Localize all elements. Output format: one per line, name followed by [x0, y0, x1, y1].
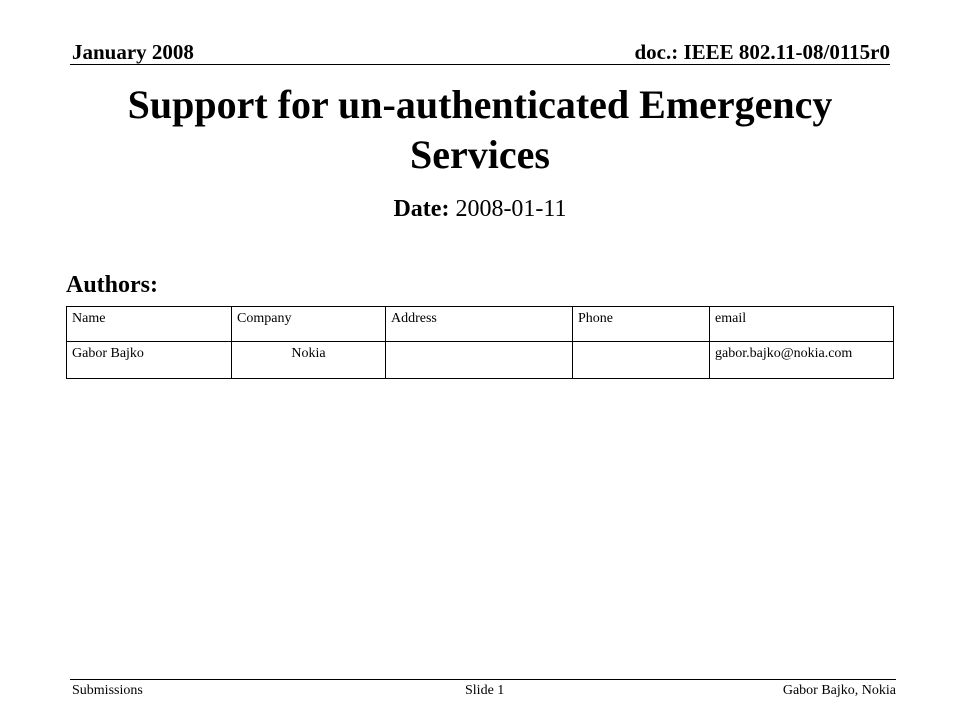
author-address-cell	[386, 342, 573, 379]
date-label: Date:	[393, 196, 450, 222]
header-divider	[70, 64, 890, 65]
footer-author: Gabor Bajko, Nokia	[782, 683, 896, 698]
column-header-name: Name	[67, 307, 232, 342]
author-company-cell: Nokia	[232, 342, 386, 379]
header-date: January 2008	[72, 40, 194, 64]
footer-submissions: Submissions	[72, 683, 143, 698]
table-header-row	[67, 307, 894, 342]
author-name-cell: Gabor Bajko	[67, 342, 232, 379]
column-header-email: email	[710, 307, 894, 342]
authors-label: Authors:	[66, 272, 159, 298]
author-email-cell: gabor.bajko@nokia.com	[710, 342, 894, 379]
header-doc-id: doc.: IEEE 802.11-08/0115r0	[634, 40, 890, 64]
authors-table	[66, 306, 894, 379]
table-row	[67, 342, 894, 379]
date-value: 2008-01-11	[455, 196, 567, 222]
slide-title: Support for un-authenticated Emergency Services	[127, 82, 833, 177]
footer-divider	[70, 679, 896, 680]
author-phone-cell	[573, 342, 710, 379]
column-header-address: Address	[386, 307, 573, 342]
column-header-company: Company	[232, 307, 386, 342]
date-line	[60, 193, 900, 225]
column-header-phone: Phone	[573, 307, 710, 342]
footer-slide-number: Slide 1	[465, 683, 505, 698]
